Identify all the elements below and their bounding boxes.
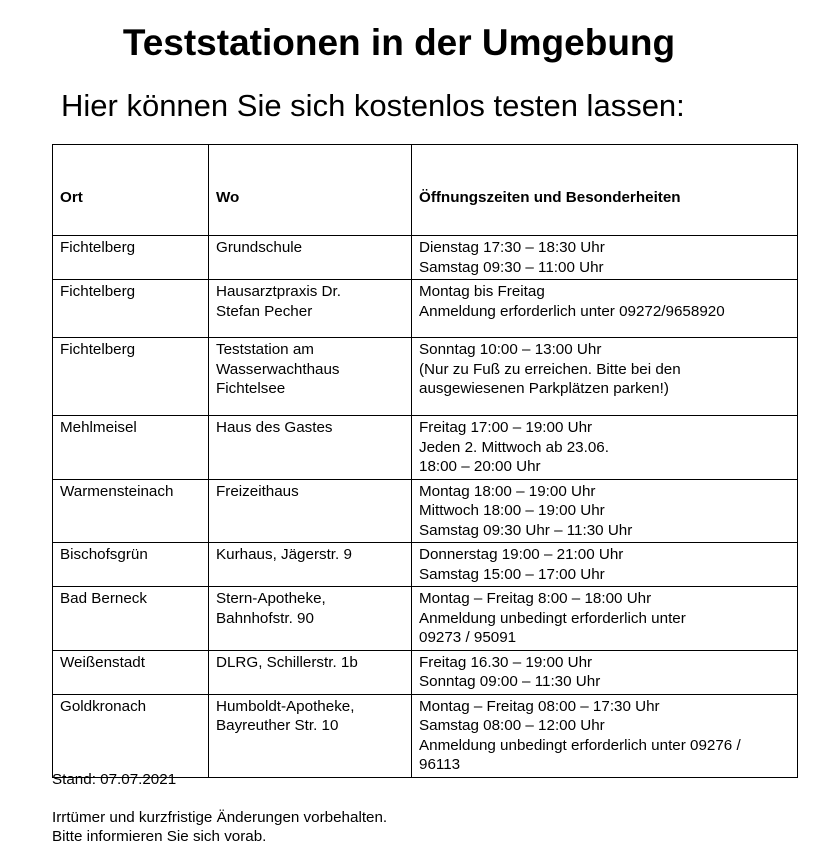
cell-wo	[209, 338, 412, 416]
cell-ort	[53, 694, 209, 777]
zeiten-line: Montag 18:00 – 19:00 Uhr	[419, 482, 596, 500]
disclaimer-line: Bitte informieren Sie sich vorab.	[52, 828, 267, 845]
cell-zeiten	[412, 587, 798, 651]
zeiten-line: Dienstag 17:30 – 18:30 Uhr	[419, 239, 605, 256]
cell-zeiten	[412, 694, 798, 777]
cell-wo	[209, 587, 412, 651]
ort-text: Bad Berneck	[60, 590, 147, 607]
cell-zeiten	[412, 236, 798, 280]
zeiten-line: 96113	[419, 756, 461, 773]
cell-zeiten	[412, 416, 798, 480]
cell-wo	[209, 543, 412, 587]
zeiten-line: Anmeldung unbedingt erforderlich unter 09276 /	[419, 736, 741, 754]
table-row	[53, 479, 798, 543]
zeiten-line: 09273 / 95091	[419, 629, 517, 646]
zeiten-line: Anmeldung unbedingt erforderlich unter	[419, 609, 686, 627]
disclaimer-line: Irrtümer und kurzfristige Änderungen vorbehalten.	[52, 809, 388, 826]
zeiten-line: Mittwoch 18:00 – 19:00 Uhr	[419, 502, 605, 519]
cell-wo	[209, 650, 412, 694]
wo-line: Teststation am	[216, 341, 314, 358]
cell-ort	[53, 280, 209, 338]
wo-line: Haus des Gastes	[216, 419, 333, 436]
disclaimer-note	[52, 808, 387, 846]
zeiten-line: Montag bis Freitag	[419, 283, 545, 300]
header-wo: Wo	[209, 145, 412, 236]
zeiten-line: Sonntag 09:00 – 11:30 Uhr	[419, 673, 601, 690]
zeiten-line: Sonntag 10:00 – 13:00 Uhr	[419, 341, 602, 358]
page-title: Teststationen in der Umgebung	[122, 22, 676, 63]
cell-wo	[209, 236, 412, 280]
table-row	[53, 416, 798, 480]
wo-line: Hausarztpraxis Dr.	[216, 283, 341, 300]
cell-ort	[53, 236, 209, 280]
cell-zeiten	[412, 280, 798, 338]
zeiten-line: ausgewiesenen Parkplätzen parken!)	[419, 380, 669, 397]
wo-line: Kurhaus, Jägerstr. 9	[216, 546, 352, 563]
wo-line: Bahnhofstr. 90	[216, 609, 314, 627]
table-row	[53, 650, 798, 694]
zeiten-line: Montag – Freitag 08:00 – 17:30 Uhr	[419, 697, 660, 715]
table-header-row	[53, 145, 798, 236]
wo-line: Stefan Pecher	[216, 302, 313, 320]
ort-text: Mehlmeisel	[60, 419, 137, 436]
ort-text: Fichtelberg	[60, 341, 136, 358]
table-row	[53, 543, 798, 587]
wo-line: Bayreuther Str. 10	[216, 717, 339, 734]
cell-zeiten	[412, 543, 798, 587]
zeiten-line: Freitag 16.30 – 19:00 Uhr	[419, 653, 593, 671]
ort-text: Bischofsgrün	[60, 546, 148, 563]
zeiten-line: Samstag 08:00 – 12:00 Uhr	[419, 717, 605, 734]
table-row	[53, 338, 798, 416]
table-row	[53, 236, 798, 280]
zeiten-line: Montag – Freitag 8:00 – 18:00 Uhr	[419, 590, 652, 607]
cell-ort	[53, 338, 209, 416]
wo-line: Humboldt-Apotheke,	[216, 697, 355, 715]
cell-wo	[209, 479, 412, 543]
zeiten-line: (Nur zu Fuß zu erreichen. Bitte bei den	[419, 360, 681, 378]
wo-line: Fichtelsee	[216, 380, 286, 397]
cell-wo	[209, 416, 412, 480]
cell-wo	[209, 694, 412, 777]
cell-ort	[53, 650, 209, 694]
page-subtitle: Hier können Sie sich kostenlos testen lassen:	[61, 88, 685, 123]
table-row	[53, 587, 798, 651]
wo-line: DLRG, Schillerstr. 1b	[216, 653, 358, 671]
ort-text: Weißenstadt	[60, 653, 145, 671]
zeiten-line: Anmeldung erforderlich unter 09272/9658920	[419, 302, 725, 320]
cell-zeiten	[412, 479, 798, 543]
cell-wo	[209, 280, 412, 338]
wo-line: Wasserwachthaus	[216, 360, 340, 378]
ort-text: Warmensteinach	[60, 482, 174, 500]
ort-text: Fichtelberg	[60, 239, 136, 256]
cell-ort	[53, 587, 209, 651]
wo-line: Freizeithaus	[216, 482, 299, 500]
zeiten-line: Samstag 09:30 – 11:00 Uhr	[419, 258, 604, 276]
zeiten-line: 18:00 – 20:00 Uhr	[419, 458, 541, 475]
cell-ort	[53, 416, 209, 480]
wo-line: Stern-Apotheke,	[216, 590, 326, 607]
table-row	[53, 280, 798, 338]
ort-text: Fichtelberg	[60, 283, 136, 300]
zeiten-line: Jeden 2. Mittwoch ab 23.06.	[419, 438, 609, 456]
stand-date: Stand: 07.07.2021	[52, 771, 177, 788]
cell-ort	[53, 543, 209, 587]
zeiten-line: Donnerstag 19:00 – 21:00 Uhr	[419, 546, 624, 563]
cell-zeiten	[412, 338, 798, 416]
zeiten-line: Samstag 15:00 – 17:00 Uhr	[419, 565, 605, 583]
header-oeffnungszeiten: Öffnungszeiten und Besonderheiten	[412, 145, 798, 236]
header-ort: Ort	[53, 145, 209, 236]
cell-zeiten	[412, 650, 798, 694]
cell-ort	[53, 479, 209, 543]
wo-line: Grundschule	[216, 239, 303, 256]
table-row	[53, 694, 798, 777]
zeiten-line: Samstag 09:30 Uhr – 11:30 Uhr	[419, 521, 633, 539]
ort-text: Goldkronach	[60, 697, 147, 715]
test-stations-table	[52, 144, 798, 778]
zeiten-line: Freitag 17:00 – 19:00 Uhr	[419, 419, 593, 436]
